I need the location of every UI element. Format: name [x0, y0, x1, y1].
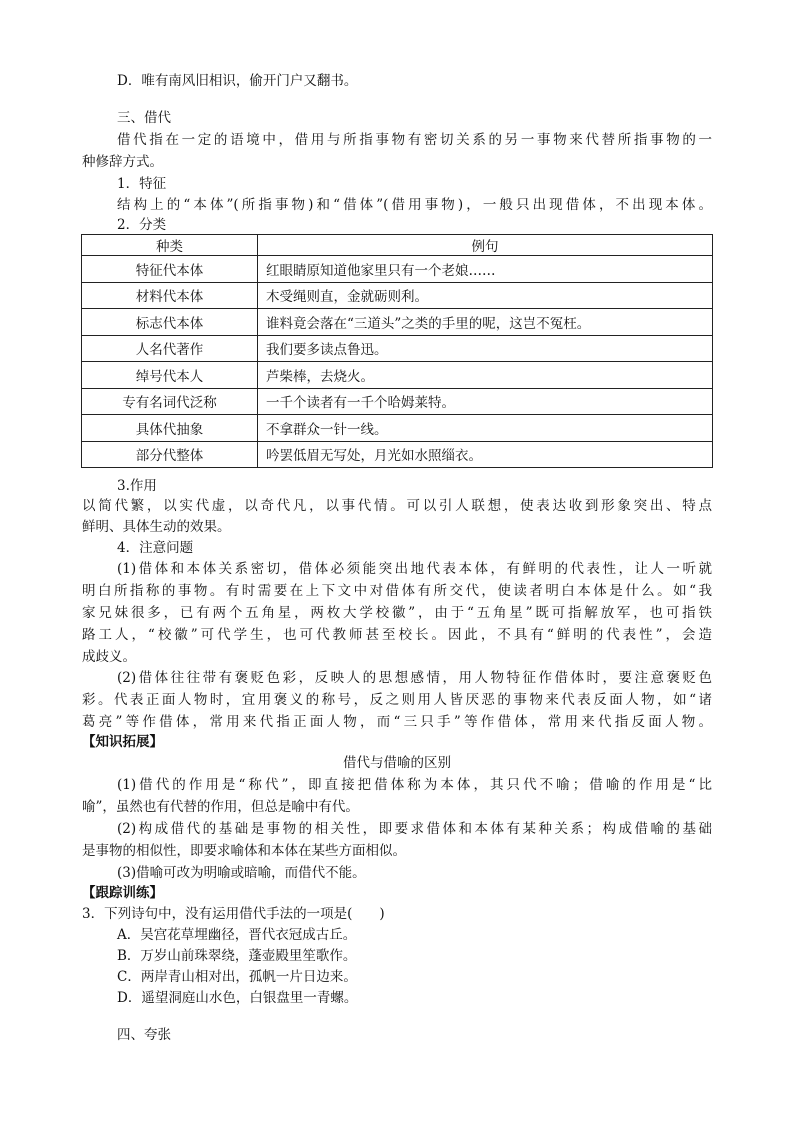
section-heading-3: 三、借代	[117, 110, 171, 126]
extension-p2-line-2: 是事物的相似性，即要求喻体和本体在某些方面相似。	[82, 843, 406, 859]
function-line-1: 以简代繁，以实代虚，以奇代凡，以事代情。可以引人联想，使表达收到形象突出、特点	[82, 498, 712, 514]
note1-line-5: 成歧义。	[82, 649, 136, 665]
practice-option-a: A．吴宫花草埋幽径，晋代衣冠成古丘。	[117, 927, 357, 943]
definition-line-2: 种修辞方式。	[82, 154, 163, 170]
classification-table	[81, 234, 713, 468]
note1-line-3: 家兄妹很多，已有两个五角星，两枚大学校徽”，由于“五角星”既可指解放军，也可指铁	[82, 605, 712, 621]
example-cell: 吟罢低眉无写处，月光如水照缁衣。	[258, 441, 713, 468]
table-header-type: 种类	[82, 235, 258, 256]
extension-p3: (3)借喻可改为明喻或暗喻，而借代不能。	[117, 865, 366, 881]
extension-label: 【知识拓展】	[82, 734, 163, 750]
table-row	[82, 309, 713, 336]
practice-option-c: C．两岸青山相对出，孤帆一片日边来。	[117, 969, 357, 985]
type-cell: 绰号代本人	[82, 362, 258, 389]
class-heading: 2．分类	[117, 217, 167, 233]
example-cell: 谁料竟会落在“三道头”之类的手里的呢，这岂不冤枉。	[258, 309, 713, 336]
type-cell: 特征代本体	[82, 256, 258, 283]
option-d-previous: D．唯有南风旧相识，偷开门户又翻书。	[117, 73, 358, 89]
table-row	[82, 362, 713, 389]
note2-line-2: 彩。代表正面人物时，宜用褒义的称号，反之则用人皆厌恶的事物来代表反面人物，如“诸	[82, 692, 712, 708]
table-header-example: 例句	[258, 235, 713, 256]
table-row	[82, 335, 713, 362]
example-cell: 红眼睛原知道他家里只有一个老娘……	[258, 256, 713, 283]
table-row	[82, 256, 713, 283]
practice-option-b: B．万岁山前珠翠绕，蓬壶殿里笙歌作。	[117, 948, 357, 964]
type-cell: 部分代整体	[82, 441, 258, 468]
note1-line-1: (1)借体和本体关系密切，借体必须能突出地代表本体，有鲜明的代表性，让人一听就	[117, 561, 712, 577]
note2-line-1: (2)借体往往带有褒贬色彩，反映人的思想感情，用人物特征作借体时，要注意褒贬色	[117, 670, 712, 686]
type-cell: 材料代本体	[82, 282, 258, 309]
extension-p2-line-1: (2)构成借代的基础是事物的相关性，即要求借体和本体有某种关系；构成借喻的基础	[117, 821, 712, 837]
type-cell: 标志代本体	[82, 309, 258, 336]
table-header-row	[82, 235, 713, 256]
type-cell: 人名代著作	[82, 335, 258, 362]
practice-label: 【跟踪训练】	[82, 885, 163, 901]
extension-title: 借代与借喻的区别	[343, 755, 451, 771]
extension-p1-line-1: (1)借代的作用是“称代”，即直接把借体称为本体，其只代不喻；借喻的作用是“比	[117, 777, 712, 793]
example-cell: 木受绳则直，金就砺则利。	[258, 282, 713, 309]
type-cell: 专有名词代泛称	[82, 388, 258, 415]
example-cell: 我们要多读点鲁迅。	[258, 335, 713, 362]
table-row	[82, 388, 713, 415]
table-row	[82, 282, 713, 309]
definition-line-1: 借代指在一定的语境中，借用与所指事物有密切关系的另一事物来代替所指事物的一	[117, 132, 712, 148]
type-cell: 具体代抽象	[82, 415, 258, 442]
function-heading: 3.作用	[117, 478, 157, 494]
feature-text: 结构上的“本体”(所指事物)和“借体”(借用事物)，一般只出现借体，不出现本体。	[117, 197, 712, 213]
feature-heading: 1．特征	[117, 176, 167, 192]
example-cell: 一千个读者有一千个哈姆莱特。	[258, 388, 713, 415]
notes-heading: 4．注意问题	[117, 540, 194, 556]
example-cell: 芦柴棒，去烧火。	[258, 362, 713, 389]
table-row	[82, 441, 713, 468]
example-cell: 不拿群众一针一线。	[258, 415, 713, 442]
function-line-2: 鲜明、具体生动的效果。	[82, 519, 231, 535]
practice-option-d: D．遥望洞庭山水色，白银盘里一青螺。	[117, 990, 358, 1006]
practice-question: 3．下列诗句中，没有运用借代手法的一项是( )	[82, 906, 385, 922]
note2-line-3: 葛亮”等作借体，常用来代指正面人物，而“三只手”等作借体，常用来代指反面人物。	[82, 714, 712, 730]
note1-line-4: 路工人，“校徽”可代学生，也可代教师甚至校长。因此，不具有“鲜明的代表性”，会造	[82, 627, 712, 643]
section-heading-4: 四、夸张	[117, 1027, 171, 1043]
extension-p1-line-2: 喻”，虽然也有代替的作用，但总是喻中有代。	[82, 799, 359, 815]
table-row	[82, 415, 713, 442]
note1-line-2: 明白所指称的事物。有时需要在上下文中对借体有所交代，使读者明白本体是什么。如“我	[82, 583, 712, 599]
